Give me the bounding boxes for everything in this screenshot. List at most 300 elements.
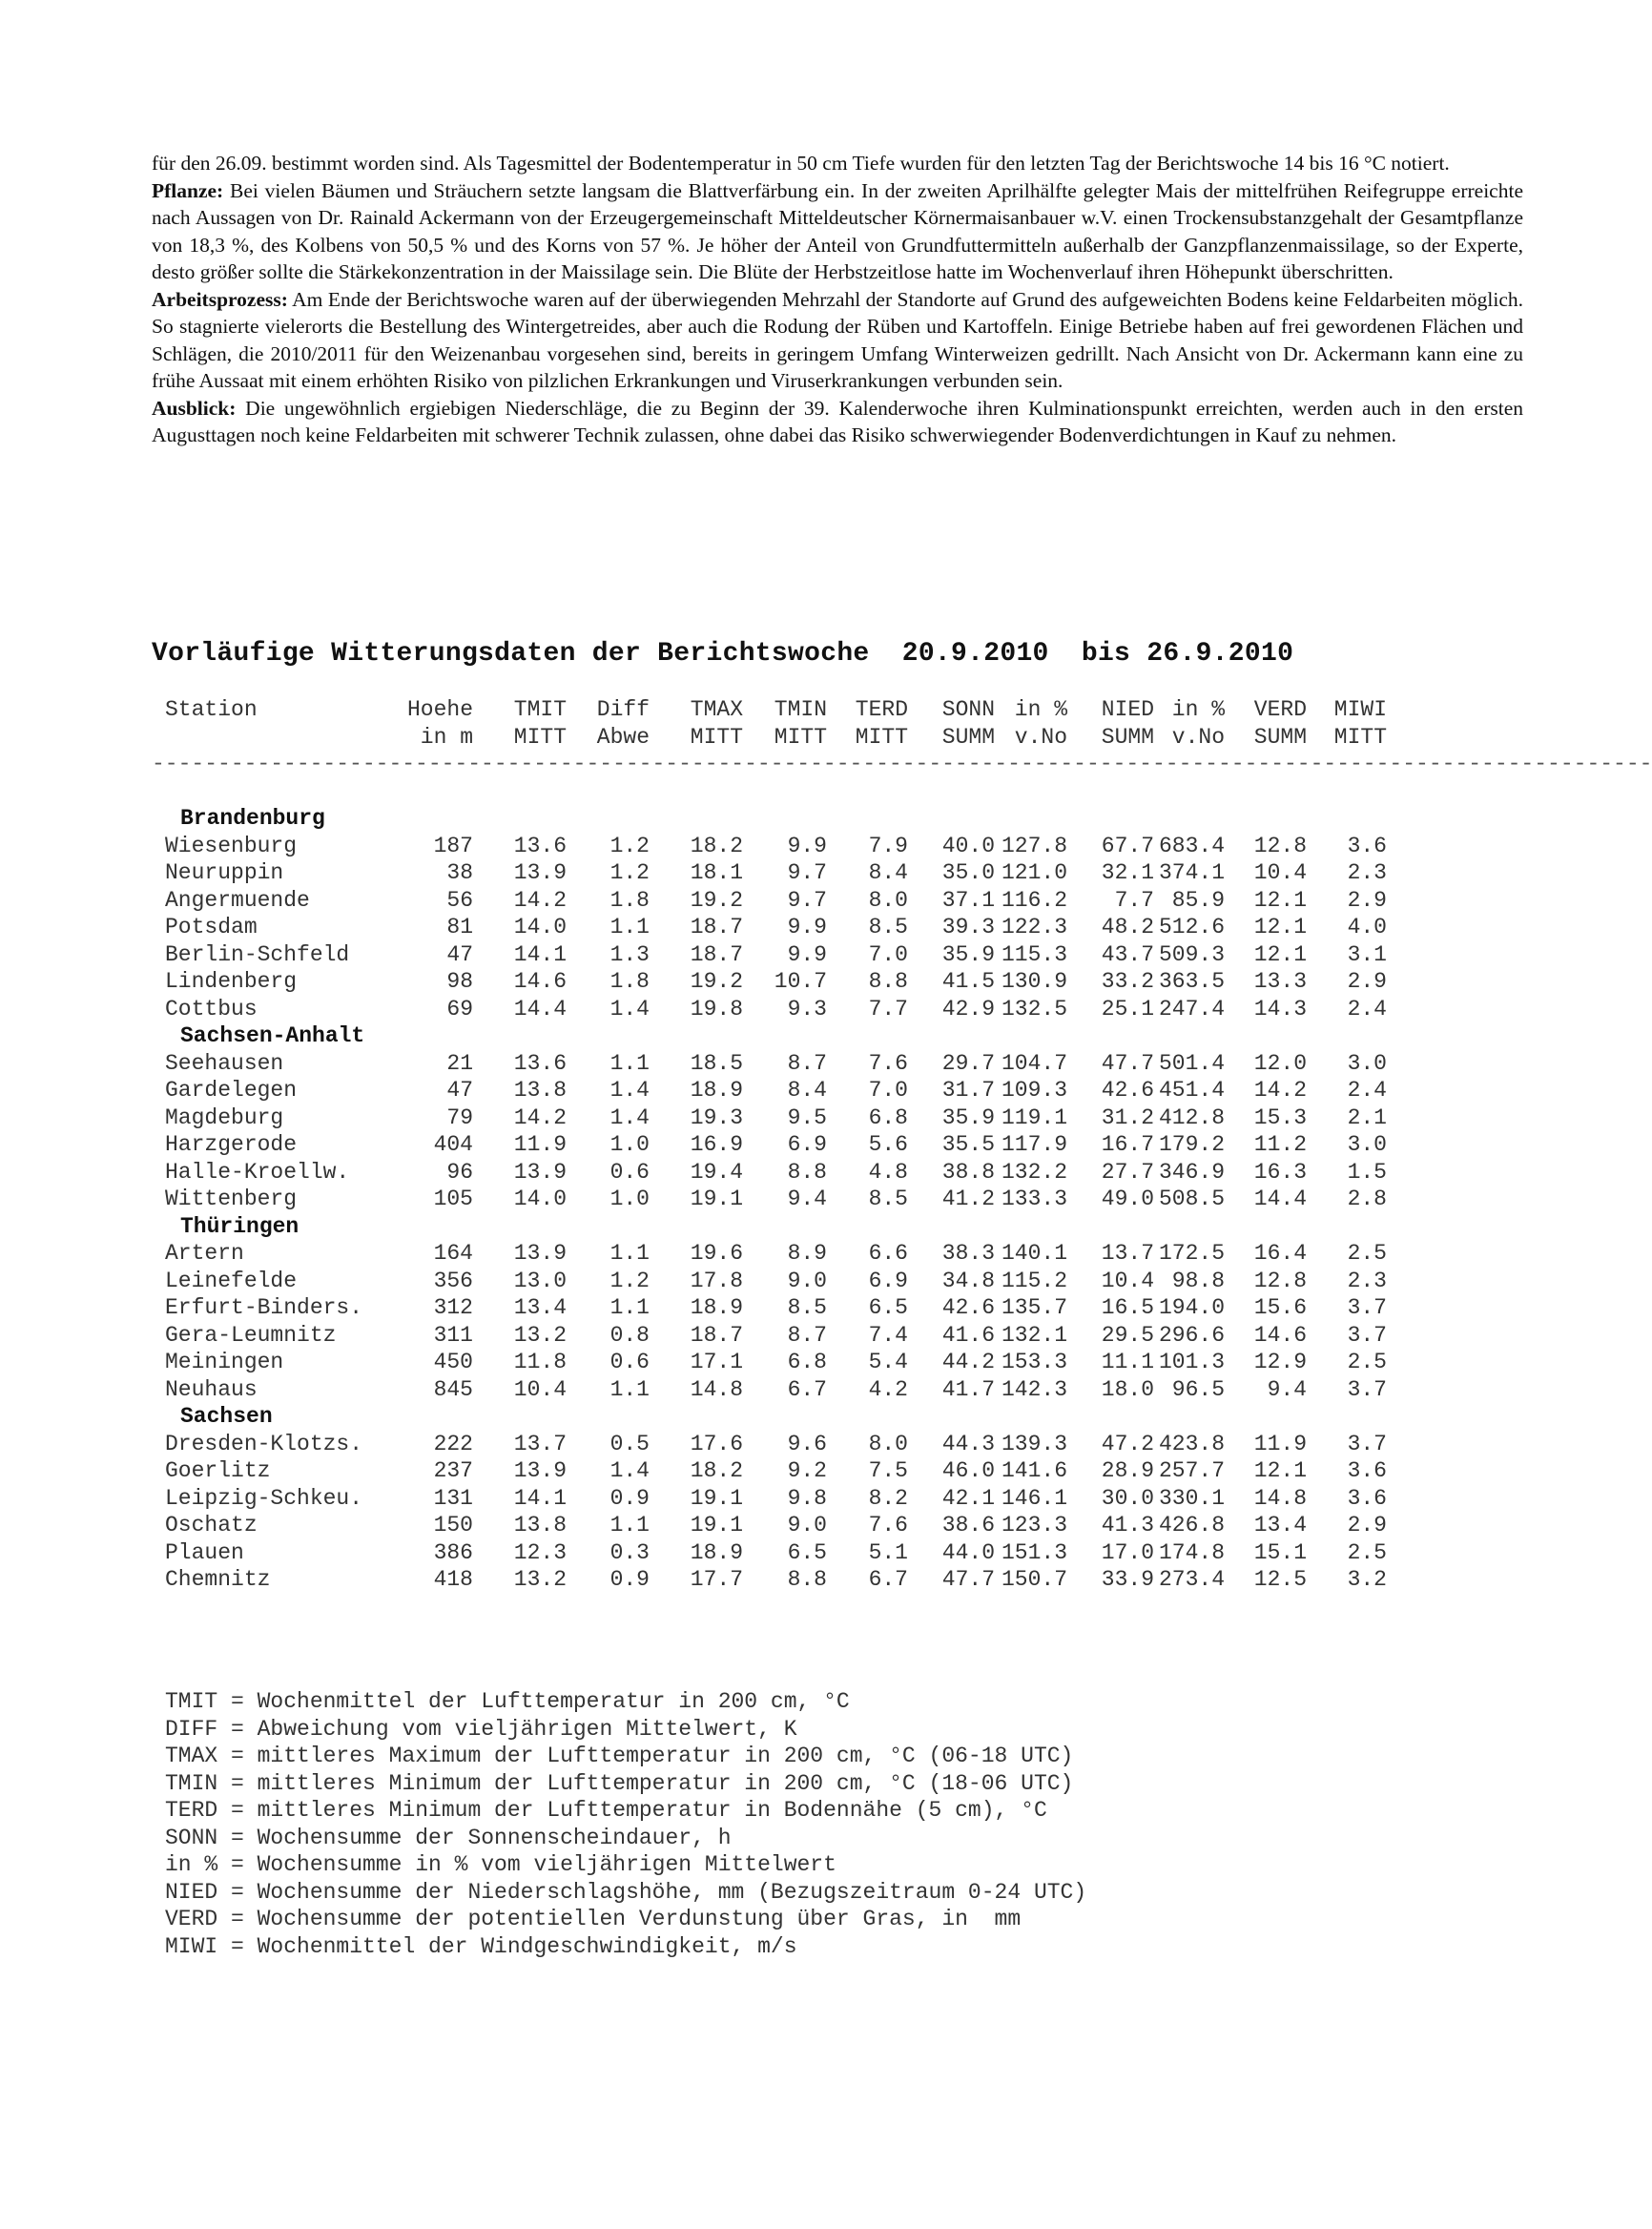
table-cell: 15.3 (1253, 1104, 1307, 1130)
table-cell: 69 (446, 996, 473, 1022)
table-cell: 38 (446, 860, 473, 885)
table-cell: 11.9 (513, 1132, 567, 1157)
table-cell: 13.0 (513, 1268, 567, 1293)
table-cell: 18.9 (690, 1078, 743, 1103)
table-cell: 5.1 (868, 1539, 908, 1565)
table-cell: 174.8 (1158, 1539, 1225, 1565)
table-cell: 501.4 (1158, 1050, 1225, 1076)
region-heading: Thüringen (180, 1213, 299, 1239)
table-cell: 132.1 (1001, 1322, 1067, 1348)
table-cell: 14.8 (1253, 1485, 1307, 1511)
table-cell: 5.6 (868, 1132, 908, 1157)
table-cell: 41.6 (941, 1322, 995, 1348)
table-cell: 12.0 (1253, 1050, 1307, 1076)
table-cell: 14.0 (513, 1187, 567, 1211)
table-cell: 12.9 (1253, 1350, 1307, 1374)
table-cell: 4.8 (868, 1159, 908, 1185)
table-cell: 16.5 (1101, 1295, 1154, 1320)
table-cell: 7.5 (868, 1458, 908, 1483)
table-cell: 296.6 (1158, 1322, 1225, 1348)
table-cell: 3.0 (1347, 1132, 1387, 1157)
table-cell: 98.8 (1171, 1268, 1225, 1293)
table-cell: 6.8 (868, 1104, 908, 1130)
table-cell: 127.8 (1001, 833, 1067, 858)
table-cell: 7.0 (868, 941, 908, 967)
legend (165, 1688, 1086, 1960)
table-row (152, 941, 1430, 969)
table-cell: 38.8 (941, 1159, 995, 1185)
table-cell: 13.7 (1101, 1241, 1154, 1266)
table-cell: 44.2 (941, 1350, 995, 1374)
station-name: Potsdam (165, 915, 258, 939)
table-cell: 4.0 (1347, 915, 1387, 939)
station-name: Halle-Kroellw. (165, 1159, 350, 1185)
station-name: Dresden-Klotzs. (165, 1431, 363, 1456)
table-cell: 85.9 (1171, 887, 1225, 913)
table-row (152, 1431, 1430, 1458)
table-cell: 363.5 (1158, 969, 1225, 994)
table-cell: 16.7 (1101, 1132, 1154, 1157)
table-cell: 6.9 (868, 1268, 908, 1293)
table-row (152, 968, 1430, 996)
table-row (152, 1485, 1430, 1513)
table-cell: 3.0 (1347, 1050, 1387, 1076)
table-row (152, 833, 1430, 860)
table-cell: 39.3 (941, 915, 995, 939)
table-cell: 16.9 (690, 1132, 743, 1157)
table-cell: 2.5 (1347, 1539, 1387, 1565)
station-name: Leinefelde (165, 1268, 298, 1293)
table-cell: 14.0 (513, 915, 567, 939)
table-cell: 312 (433, 1295, 473, 1320)
legend-line: TERD = mittleres Minimum der Lufttemperatur in Bodennähe (5 cm), °C (165, 1798, 1047, 1823)
table-cell: 14.6 (513, 969, 567, 994)
table-cell: 14.1 (513, 941, 567, 967)
table-cell: 19.1 (690, 1513, 743, 1538)
table-cell: 8.4 (787, 1078, 827, 1103)
station-name: Seehausen (165, 1050, 284, 1076)
table-cell: 150 (433, 1513, 473, 1538)
table-cell: 412.8 (1158, 1104, 1225, 1130)
table-cell: 8.2 (868, 1485, 908, 1511)
station-name: Lindenberg (165, 969, 298, 994)
table-cell: 8.5 (868, 1187, 908, 1211)
column-header: NIED (1101, 697, 1154, 722)
table-cell: 450 (433, 1350, 473, 1374)
table-cell: 132.5 (1001, 996, 1067, 1022)
table-cell: 404 (433, 1132, 473, 1157)
table-cell: 330.1 (1158, 1485, 1225, 1511)
table-cell: 34.8 (941, 1268, 995, 1293)
table-cell: 1.4 (609, 1104, 650, 1130)
table-cell: 19.2 (690, 887, 743, 913)
column-header: SUMM (1253, 724, 1307, 750)
table-row (152, 1349, 1430, 1376)
table-cell: 1.0 (609, 1187, 650, 1211)
table-cell: 1.1 (609, 915, 650, 939)
table-cell: 426.8 (1158, 1513, 1225, 1538)
column-header: in % (1014, 697, 1067, 722)
table-cell: 38.3 (941, 1241, 995, 1266)
table-cell: 15.1 (1253, 1539, 1307, 1565)
table-cell: 10.4 (1101, 1268, 1154, 1293)
region-heading: Sachsen-Anhalt (180, 1023, 365, 1048)
table-cell: 44.0 (941, 1539, 995, 1565)
legend-line: SONN = Wochensumme der Sonnenscheindauer, h (165, 1825, 732, 1850)
table-cell: 18.7 (690, 1322, 743, 1348)
table-spacer (152, 778, 1430, 806)
column-header: in m (420, 724, 473, 750)
table-cell: 21 (446, 1050, 473, 1076)
column-header: Abwe (596, 724, 650, 750)
table-row (152, 1240, 1430, 1268)
table-cell: 0.9 (609, 1567, 650, 1592)
table-cell: 8.0 (868, 1431, 908, 1456)
table-cell: 29.5 (1101, 1322, 1154, 1348)
table-cell: 42.6 (941, 1295, 995, 1320)
table-row (152, 887, 1430, 915)
table-cell: 16.3 (1253, 1159, 1307, 1185)
legend-line: NIED = Wochensumme der Niederschlagshöhe, mm (Bezugszeitraum 0-24 UTC) (165, 1879, 1087, 1905)
table-cell: 8.5 (787, 1295, 827, 1320)
table-cell: 2.3 (1347, 1268, 1387, 1293)
table-cell: 3.7 (1347, 1376, 1387, 1402)
table-cell: 179.2 (1158, 1132, 1225, 1157)
table-cell: 131 (433, 1485, 473, 1511)
table-cell: 150.7 (1001, 1567, 1067, 1592)
table-cell: 49.0 (1101, 1187, 1154, 1211)
table-row (152, 1566, 1430, 1594)
table-cell: 7.6 (868, 1513, 908, 1538)
legend-line: MIWI = Wochenmittel der Windgeschwindigkeit, m/s (165, 1933, 797, 1959)
table-cell: 13.7 (513, 1431, 567, 1456)
table-cell: 6.7 (787, 1376, 827, 1402)
table-cell: 8.8 (787, 1159, 827, 1185)
table-cell: 2.9 (1347, 969, 1387, 994)
table-row (152, 1050, 1430, 1078)
table-cell: 19.8 (690, 996, 743, 1022)
table-cell: 135.7 (1001, 1295, 1067, 1320)
table-cell: 12.8 (1253, 1268, 1307, 1293)
table-cell: 13.9 (513, 1159, 567, 1185)
column-header: SUMM (941, 724, 995, 750)
table-cell: 14.2 (1253, 1078, 1307, 1103)
station-name: Magdeburg (165, 1104, 284, 1130)
table-cell: 386 (433, 1539, 473, 1565)
station-name: Plauen (165, 1539, 244, 1565)
paragraph-text: Bei vielen Bäumen und Sträuchern setzte langsam die Blattverfärbung ein. In der zweiten Aprilhälfte gelegter Mais der mittelfrühen Reifegruppe erreichte nach Aussagen von Dr. Rainald Ackermann von der Erzeugergemeinschaft Mitteldeutscher Körnermaisanbauer w.V. einen Trockensubstanzgehalt der Gesamtpflanze von 18,3 %, des Kolbens von 50,5 % und des Korns von 57 %. Je höher der Anteil von Grundfuttermitteln außerhalb der Ganzpflanzenmaissilage, so der Experte, desto größer sollte die Stärkekonzentration in der Maissilage sein. Die Blüte der Herbstzeitlose hatte im Wochenverlauf ihren Höhepunkt überschritten. (152, 178, 1523, 283)
table-cell: 18.9 (690, 1295, 743, 1320)
table-row (152, 914, 1430, 941)
station-name: Artern (165, 1241, 244, 1266)
column-header: TERD (855, 697, 908, 722)
table-cell: 19.6 (690, 1241, 743, 1266)
table-cell: 33.2 (1101, 969, 1154, 994)
table-cell: 0.5 (609, 1431, 650, 1456)
table-cell: 14.3 (1253, 996, 1307, 1022)
station-name: Chemnitz (165, 1567, 271, 1592)
table-cell: 13.9 (513, 1241, 567, 1266)
table-cell: 18.7 (690, 915, 743, 939)
table-cell: 423.8 (1158, 1431, 1225, 1456)
table-cell: 8.7 (787, 1322, 827, 1348)
table-cell: 13.8 (513, 1513, 567, 1538)
table-row (152, 996, 1430, 1023)
table-cell: 0.8 (609, 1322, 650, 1348)
table-header-row (152, 724, 1430, 752)
table-cell: 1.3 (609, 941, 650, 967)
table-cell: 41.3 (1101, 1513, 1154, 1538)
table-cell: 10.4 (1253, 860, 1307, 885)
table-cell: 6.5 (787, 1539, 827, 1565)
table-cell: 1.2 (609, 833, 650, 858)
table-cell: 10.7 (774, 969, 827, 994)
table-cell: 153.3 (1001, 1350, 1067, 1374)
table-row (152, 1159, 1430, 1187)
paragraph-intro (152, 150, 1523, 177)
table-cell: 1.0 (609, 1132, 650, 1157)
table-cell: 27.7 (1101, 1159, 1154, 1185)
table-cell: 41.2 (941, 1187, 995, 1211)
table-cell: 116.2 (1001, 887, 1067, 913)
table-cell: 12.8 (1253, 833, 1307, 858)
table-cell: 31.7 (941, 1078, 995, 1103)
table-cell: 2.5 (1347, 1241, 1387, 1266)
table-cell: 79 (446, 1104, 473, 1130)
paragraph-arbeitsprozess (152, 286, 1523, 395)
table-cell: 141.6 (1001, 1458, 1067, 1483)
table-cell: 8.5 (868, 915, 908, 939)
paragraph-label: Arbeitsprozess: (152, 287, 288, 311)
table-cell: 29.7 (941, 1050, 995, 1076)
table-cell: 3.7 (1347, 1322, 1387, 1348)
table-cell: 9.0 (787, 1513, 827, 1538)
table-row (152, 1268, 1430, 1295)
table-cell: 17.6 (690, 1431, 743, 1456)
table-cell: 44.3 (941, 1431, 995, 1456)
station-name: Berlin-Schfeld (165, 941, 350, 967)
table-cell: 42.9 (941, 996, 995, 1022)
table-divider: ------------------------------------------------------------------------------------------------------------------ (152, 752, 1652, 776)
table-cell: 187 (433, 833, 473, 858)
table-cell: 19.3 (690, 1104, 743, 1130)
table-cell: 1.1 (609, 1050, 650, 1076)
table-row (152, 1512, 1430, 1539)
table-cell: 17.7 (690, 1567, 743, 1592)
region-heading: Sachsen (180, 1404, 273, 1429)
table-cell: 18.0 (1101, 1376, 1154, 1402)
station-name: Oschatz (165, 1513, 258, 1538)
table-cell: 9.7 (787, 887, 827, 913)
legend-line: VERD = Wochensumme der potentiellen Verdunstung über Gras, in mm (165, 1907, 1022, 1931)
table-cell: 6.5 (868, 1295, 908, 1320)
table-cell: 98 (446, 969, 473, 994)
table-cell: 1.2 (609, 1268, 650, 1293)
table-cell: 346.9 (1158, 1159, 1225, 1185)
weather-table (152, 696, 1652, 1594)
column-header: MITT (513, 724, 567, 750)
table-cell: 257.7 (1158, 1458, 1225, 1483)
table-cell: 2.9 (1347, 1513, 1387, 1538)
table-cell: 8.4 (868, 860, 908, 885)
table-cell: 8.7 (787, 1050, 827, 1076)
table-cell: 9.9 (787, 915, 827, 939)
column-header: MITT (774, 724, 827, 750)
table-cell: 40.0 (941, 833, 995, 858)
column-header: Station (165, 697, 258, 722)
table-cell: 1.8 (609, 969, 650, 994)
table-cell: 13.9 (513, 860, 567, 885)
table-cell: 132.2 (1001, 1159, 1067, 1185)
column-header: TMIN (774, 697, 827, 722)
table-cell: 11.9 (1253, 1431, 1307, 1456)
table-cell: 12.1 (1253, 941, 1307, 967)
table-row (152, 859, 1430, 887)
table-header-row (152, 696, 1430, 724)
table-cell: 47 (446, 1078, 473, 1103)
table-cell: 8.8 (868, 969, 908, 994)
table-cell: 115.3 (1001, 941, 1067, 967)
paragraph-text: Die ungewöhnlich ergiebigen Niederschläge, die zu Beginn der 39. Kalenderwoche ihren Kulminationspunkt erreichten, werden auch in den ersten Augusttagen noch keine Feldarbeiten mit schwerer Technik zulassen, ohne dabei das Risiko schwerwiegender Bodenverdichtungen in Kauf zu nehmen. (152, 396, 1523, 446)
table-cell: 508.5 (1158, 1187, 1225, 1211)
table-cell: 18.2 (690, 833, 743, 858)
column-header: TMIT (513, 697, 567, 722)
table-cell: 2.1 (1347, 1104, 1387, 1130)
table-cell: 115.2 (1001, 1268, 1067, 1293)
station-name: Leipzig-Schkeu. (165, 1485, 363, 1511)
table-cell: 18.9 (690, 1539, 743, 1565)
table-cell: 12.1 (1253, 887, 1307, 913)
table-cell: 311 (433, 1322, 473, 1348)
table-cell: 151.3 (1001, 1539, 1067, 1565)
table-row (152, 1376, 1430, 1404)
table-cell: 12.3 (513, 1539, 567, 1565)
table-cell: 0.6 (609, 1159, 650, 1185)
table-title: Vorläufige Witterungsdaten der Berichtswoche 20.9.2010 bis 26.9.2010 (152, 639, 1294, 669)
table-cell: 14.6 (1253, 1322, 1307, 1348)
table-cell: 2.4 (1347, 1078, 1387, 1103)
table-cell: 13.3 (1253, 969, 1307, 994)
column-header: MITT (1333, 724, 1387, 750)
table-row (152, 1131, 1430, 1159)
table-cell: 47 (446, 941, 473, 967)
table-cell: 46.0 (941, 1458, 995, 1483)
station-name: Cottbus (165, 996, 258, 1022)
table-cell: 142.3 (1001, 1376, 1067, 1402)
table-cell: 0.9 (609, 1485, 650, 1511)
table-cell: 130.9 (1001, 969, 1067, 994)
column-header: v.No (1171, 724, 1225, 750)
column-header (152, 724, 380, 752)
table-cell: 96.5 (1171, 1376, 1225, 1402)
table-cell: 13.4 (1253, 1513, 1307, 1538)
table-cell: 30.0 (1101, 1485, 1154, 1511)
station-name: Wiesenburg (165, 833, 298, 858)
table-cell: 13.6 (513, 1050, 567, 1076)
table-cell: 1.1 (609, 1513, 650, 1538)
table-cell: 56 (446, 887, 473, 913)
table-cell: 6.9 (787, 1132, 827, 1157)
table-cell: 14.2 (513, 887, 567, 913)
column-header: in % (1171, 697, 1225, 722)
table-cell: 25.1 (1101, 996, 1154, 1022)
table-cell: 122.3 (1001, 915, 1067, 939)
paragraph-label: Ausblick: (152, 396, 237, 420)
table-cell: 47.7 (941, 1567, 995, 1592)
station-name: Wittenberg (165, 1187, 298, 1211)
table-cell: 6.8 (787, 1350, 827, 1374)
table-cell: 9.7 (787, 860, 827, 885)
table-cell: 1.4 (609, 1078, 650, 1103)
station-name: Harzgerode (165, 1132, 298, 1157)
column-header: SUMM (1101, 724, 1154, 750)
paragraph-pflanze (152, 177, 1523, 286)
table-cell: 13.2 (513, 1322, 567, 1348)
table-cell: 4.2 (868, 1376, 908, 1402)
table-cell: 13.6 (513, 833, 567, 858)
table-cell: 9.2 (787, 1458, 827, 1483)
table-cell: 12.1 (1253, 1458, 1307, 1483)
table-row (152, 1457, 1430, 1485)
table-cell: 14.8 (690, 1376, 743, 1402)
table-cell: 101.3 (1158, 1350, 1225, 1374)
table-cell: 17.8 (690, 1268, 743, 1293)
table-cell: 7.4 (868, 1322, 908, 1348)
table-cell: 0.6 (609, 1350, 650, 1374)
table-cell: 38.6 (941, 1513, 995, 1538)
table-cell: 1.1 (609, 1241, 650, 1266)
table-cell: 140.1 (1001, 1241, 1067, 1266)
column-header: MIWI (1333, 697, 1387, 722)
table-row (152, 1186, 1430, 1213)
table-cell: 194.0 (1158, 1295, 1225, 1320)
table-cell: 247.4 (1158, 996, 1225, 1022)
legend-line: in % = Wochensumme in % vom vieljährigen Mittelwert (165, 1852, 836, 1877)
table-cell: 13.8 (513, 1078, 567, 1103)
station-name: Meiningen (165, 1350, 284, 1374)
table-cell: 3.6 (1347, 1458, 1387, 1483)
table-cell: 42.1 (941, 1485, 995, 1511)
table-cell: 35.0 (941, 860, 995, 885)
column-header: v.No (1014, 724, 1067, 750)
station-name: Goerlitz (165, 1458, 271, 1483)
paragraph-text: für den 26.09. bestimmt worden sind. Als Tagesmittel der Bodentemperatur in 50 cm Tiefe wurden für den letzten Tag der Berichtswoche 14 bis 16 °C notiert. (152, 152, 1450, 175)
table-cell: 1.1 (609, 1376, 650, 1402)
table-cell: 9.9 (787, 941, 827, 967)
table-cell: 16.4 (1253, 1241, 1307, 1266)
table-cell: 37.1 (941, 887, 995, 913)
table-cell: 172.5 (1158, 1241, 1225, 1266)
station-name: Neuhaus (165, 1376, 258, 1402)
table-body (152, 805, 1430, 1594)
column-header: TMAX (690, 697, 743, 722)
table-cell: 9.9 (787, 833, 827, 858)
table-cell: 32.1 (1101, 860, 1154, 885)
column-header: MITT (855, 724, 908, 750)
table-cell: 17.1 (690, 1350, 743, 1374)
table-cell: 509.3 (1158, 941, 1225, 967)
table-cell: 7.0 (868, 1078, 908, 1103)
table-cell: 418 (433, 1567, 473, 1592)
station-name: Gera-Leumnitz (165, 1322, 337, 1348)
table-cell: 6.6 (868, 1241, 908, 1266)
table-cell: 14.2 (513, 1104, 567, 1130)
table-cell: 7.6 (868, 1050, 908, 1076)
station-name: Neuruppin (165, 860, 284, 885)
paragraph-text: Am Ende der Berichtswoche waren auf der überwiegenden Mehrzahl der Standorte auf Grund des aufgeweichten Bodens keine Feldarbeiten möglich. So stagnierte vielerorts die Bestellung des Wintergetreides, aber auch die Rodung der Rüben und Kartoffeln. Einige Betriebe haben auf frei gewordenen Flächen und Schlägen, die 2010/2011 für den Weizenanbau vorgesehen sind, bereits in geringem Umfang Winterweizen gedrillt. Nach Ansicht von Dr. Ackermann kann eine zu frühe Aussaat mit einem erhöhten Risiko von pilzlichen Erkrankungen und Viruserkrankungen verbunden sein. (152, 287, 1523, 392)
table-cell: 14.1 (513, 1485, 567, 1511)
table-cell: 28.9 (1101, 1458, 1154, 1483)
